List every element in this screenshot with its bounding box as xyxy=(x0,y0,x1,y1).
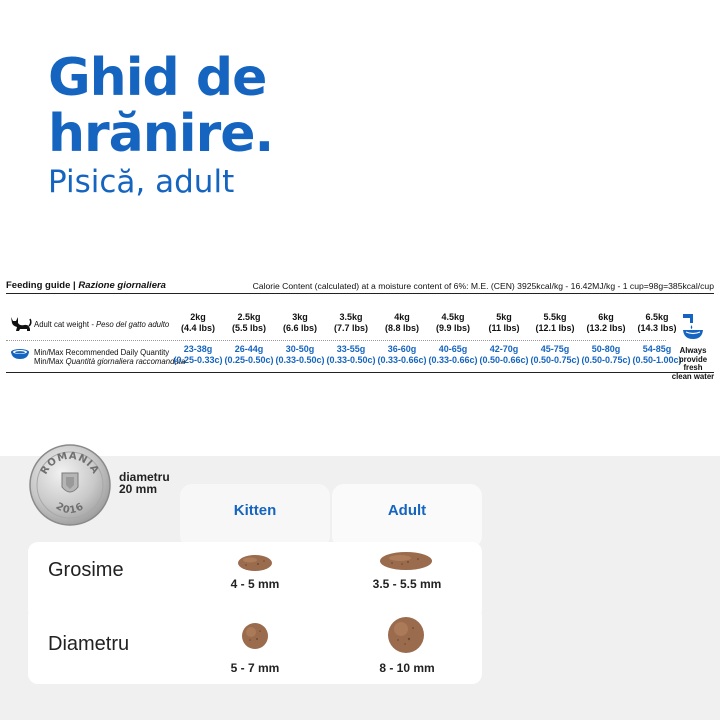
daily-quantity-label-it-text: Quantità giornaliera raccomandata xyxy=(65,357,186,366)
coin-diameter-label-line-1: diametru xyxy=(119,470,170,484)
feeding-guide-title-en: Feeding guide | xyxy=(6,280,79,291)
page-title-line-1: Ghid de xyxy=(48,48,267,108)
weight-lbs: (9.9 lbs) xyxy=(435,323,470,333)
water-tap-icon xyxy=(679,312,707,340)
weight-kg: 3.5kg xyxy=(339,312,363,322)
quantity-cell xyxy=(173,344,223,366)
row-divider xyxy=(6,340,666,341)
quantity-cups: (0.33-0.50c) xyxy=(326,355,376,365)
kitten-kibble-top-icon xyxy=(241,622,269,650)
feeding-guide-header xyxy=(6,278,714,294)
weight-kg: 3kg xyxy=(292,312,308,322)
adult-cat-weight-label xyxy=(34,320,169,329)
kitten-thickness-value: 4 - 5 mm xyxy=(230,577,280,591)
weight-cell xyxy=(479,312,529,334)
weight-lbs: (11 lbs) xyxy=(488,323,520,333)
coin-text-top: ROMANIA xyxy=(38,450,102,477)
quantity-cell xyxy=(377,344,427,366)
daily-quantity-label-en: Min/Max Recommended Daily Quantity xyxy=(34,348,170,357)
quantity-cups: (0.50-0.66c) xyxy=(479,355,529,365)
weight-kg: 2.5kg xyxy=(237,312,261,322)
quantity-grams: 42-70g xyxy=(489,344,519,354)
calorie-content-text: Calorie Content (calculated) at a moisture content of 6%: M.E. (CEN) 3925kcal/kg - 16.42MJ/kg - 1 cup=98g=385kcal/cup xyxy=(252,281,714,291)
weight-kg: 5kg xyxy=(496,312,512,322)
quantity-cell xyxy=(224,344,274,366)
quantity-cups: (0.33-0.66c) xyxy=(428,355,478,365)
weight-cell xyxy=(428,312,478,334)
water-reminder-line-2: provide fresh xyxy=(678,354,708,372)
quantity-cell xyxy=(581,344,631,366)
weight-lbs: (13.2 lbs) xyxy=(586,323,626,333)
coin-diameter-label-line-2: 20 mm xyxy=(119,482,158,496)
quantity-cups: (0.25-0.50c) xyxy=(224,355,274,365)
coin-text-bottom: 2016 xyxy=(53,500,87,517)
quantity-cups: (0.50-0.75c) xyxy=(581,355,631,365)
quantity-cups: (0.25-0.33c) xyxy=(173,355,223,365)
daily-quantity-label xyxy=(34,348,185,366)
adult-column-header xyxy=(332,484,482,548)
quantity-cell xyxy=(530,344,580,366)
weight-cell xyxy=(530,312,580,334)
quantity-grams: 33-55g xyxy=(336,344,366,354)
diameter-label: Diametru xyxy=(48,633,130,655)
quantity-cups: (0.50-0.75c) xyxy=(530,355,580,365)
adult-kibble-side-icon xyxy=(378,549,434,573)
adult-kibble-top-icon xyxy=(387,616,425,654)
weight-lbs: (5.5 lbs) xyxy=(231,323,266,333)
weight-lbs: (12.1 lbs) xyxy=(535,323,575,333)
feeding-guide-body xyxy=(6,294,715,381)
adult-cat-weight-label-it: - Peso del gatto adulto xyxy=(89,320,170,329)
weight-cell xyxy=(377,312,427,334)
daily-quantity-label-it-prefix: Min/Max xyxy=(34,357,66,366)
coin-icon xyxy=(28,443,112,527)
quantity-grams: 50-80g xyxy=(591,344,621,354)
quantity-grams: 36-60g xyxy=(387,344,417,354)
feeding-guide-title xyxy=(6,280,166,291)
kitten-column-header xyxy=(180,484,330,548)
weight-kg: 4kg xyxy=(394,312,410,322)
adult-diameter-value: 8 - 10 mm xyxy=(379,661,435,675)
weight-cell xyxy=(581,312,631,334)
food-bowl-icon xyxy=(10,346,30,360)
weight-cell xyxy=(275,312,325,334)
kitten-diameter-value: 5 - 7 mm xyxy=(230,661,280,675)
kitten-header-label: Kitten xyxy=(233,502,277,519)
quantity-grams: 54-85g xyxy=(642,344,672,354)
weight-cell xyxy=(173,312,223,334)
page-title-block xyxy=(48,50,273,200)
quantity-cups: (0.50-1.00c) xyxy=(632,355,682,365)
diameter-row xyxy=(28,606,482,684)
kitten-kibble-side-icon xyxy=(236,552,274,574)
weight-kg: 2kg xyxy=(190,312,206,322)
weight-lbs: (8.8 lbs) xyxy=(384,323,419,333)
quantity-grams: 40-65g xyxy=(438,344,468,354)
page-subtitle: Pisică, adult xyxy=(48,164,235,200)
daily-quantity-label-it xyxy=(34,357,185,366)
thickness-label: Grosime xyxy=(48,559,124,581)
cat-icon xyxy=(8,314,32,332)
quantity-cups: (0.33-0.50c) xyxy=(275,355,325,365)
feeding-guide-title-it: Razione giornaliera xyxy=(78,280,166,291)
weight-cell xyxy=(224,312,274,334)
weight-lbs: (14.3 lbs) xyxy=(637,323,677,333)
weight-kg: 5.5kg xyxy=(543,312,567,322)
weight-lbs: (7.7 lbs) xyxy=(333,323,368,333)
quantity-cups: (0.33-0.66c) xyxy=(377,355,427,365)
feeding-guide-table xyxy=(6,278,715,381)
weight-cell xyxy=(326,312,376,334)
weight-lbs: (6.6 lbs) xyxy=(282,323,317,333)
quantity-cell xyxy=(326,344,376,366)
water-reminder xyxy=(671,312,715,381)
quantity-cell xyxy=(428,344,478,366)
adult-cat-weight-label-en: Adult cat weight xyxy=(34,320,90,329)
page-title-line-2: hrănire. xyxy=(48,104,274,164)
weight-kg: 6.5kg xyxy=(645,312,669,322)
quantity-cell xyxy=(479,344,529,366)
weight-kg: 6kg xyxy=(598,312,614,322)
quantity-cell xyxy=(275,344,325,366)
adult-thickness-value: 3.5 - 5.5 mm xyxy=(372,577,442,591)
quantity-grams: 45-75g xyxy=(540,344,570,354)
quantity-grams: 26-44g xyxy=(234,344,264,354)
adult-header-label: Adult xyxy=(387,502,427,519)
water-reminder-text xyxy=(671,347,715,381)
coin-diameter-label xyxy=(119,471,170,495)
quantity-grams: 23-38g xyxy=(183,344,213,354)
water-reminder-line-1: Always xyxy=(679,346,707,355)
weight-lbs: (4.4 lbs) xyxy=(180,323,215,333)
weight-kg: 4.5kg xyxy=(441,312,465,322)
water-reminder-line-3: clean water xyxy=(671,371,715,381)
quantity-grams: 30-50g xyxy=(285,344,315,354)
